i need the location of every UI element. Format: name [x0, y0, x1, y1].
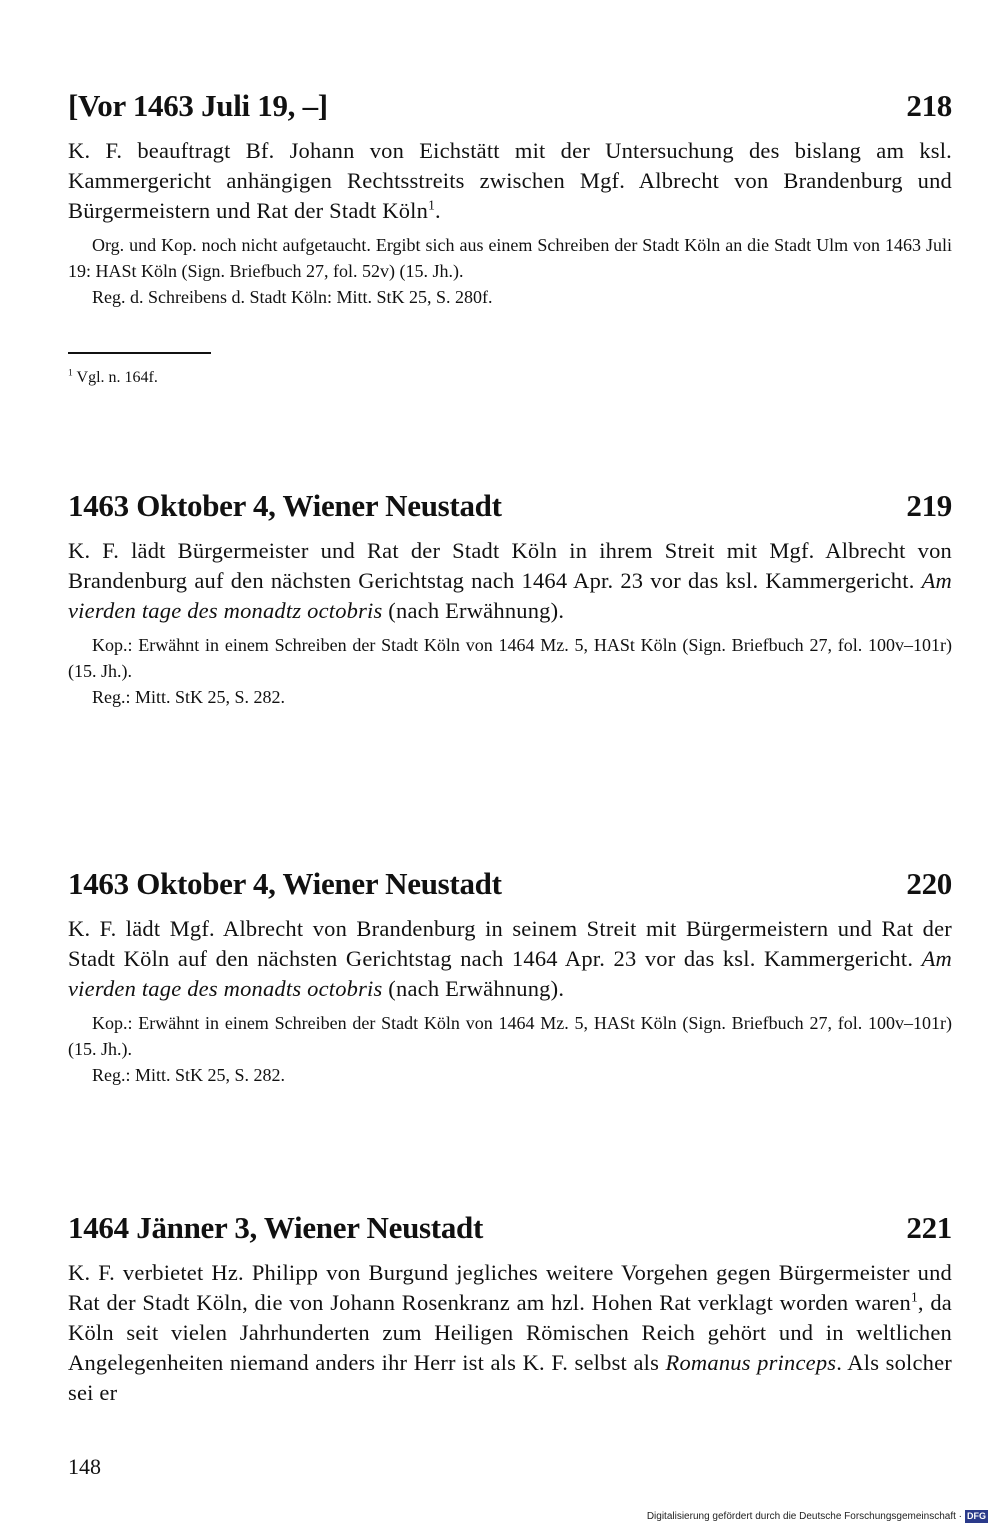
- entry-quote: Am vierden tage des monadtz octobris: [68, 568, 952, 623]
- entry-date: 1464 Jänner 3, Wiener Neustadt: [68, 1210, 483, 1245]
- entry-quote: Am vierden tage des monadts octobris: [68, 946, 952, 1001]
- entry-summary: K. F. lädt Bürgermeister und Rat der Stadt Köln in ihrem Streit mit Mgf. Albrecht von Brandenburg auf den nächsten Gerichtstag nach 1464 Apr. 23 vor das ksl. Kammergericht. Am vierden tage des monadtz octobris (nach Erwähnung).: [68, 538, 952, 623]
- entry-regest: Reg.: Mitt. StK 25, S. 282.: [92, 1065, 286, 1085]
- footnote-text: Vgl. n. 164f.: [76, 369, 158, 386]
- entry-date: 1463 Oktober 4, Wiener Neustadt: [68, 866, 502, 901]
- page-number: 148: [68, 1454, 101, 1479]
- entry-source: Org. und Kop. noch nicht aufgetaucht. Ergibt sich aus einem Schreiben der Stadt Köln an die Stadt Ulm von 1463 Juli 19: HASt Köln (Sign. Briefbuch 27, fol. 52v) (15. Jh.).: [68, 235, 952, 281]
- entry-heading: [68, 866, 952, 902]
- entry-heading: [68, 1210, 952, 1246]
- footnote-reference: 1: [428, 197, 436, 213]
- entry-regest: Reg.: Mitt. StK 25, S. 282.: [92, 687, 286, 707]
- footnote-reference: 1: [910, 1289, 918, 1305]
- entry-quote: Romanus princeps: [665, 1350, 837, 1375]
- footnote-divider: [68, 352, 211, 354]
- entry-number: 221: [906, 1210, 952, 1245]
- entry-number: 219: [906, 488, 952, 523]
- footnote-mark: 1: [68, 367, 73, 379]
- entry-summary: K. F. verbietet Hz. Philipp von Burgund jegliches weitere Vorgehen gegen Bürgermeister und Rat der Stadt Köln, die von Johann Rosenkranz am hzl. Hohen Rat verklagt worden waren$^1$, da Köln seit vielen Jahrhunderten zum Heiligen Römischen Reich gehört und in weltlichen Angelegenheiten niemand anders ihr Herr ist als K. F. selbst als Romanus princeps. Als solcher sei er: [68, 1260, 953, 1405]
- entry-date: 1463 Oktober 4, Wiener Neustadt: [68, 488, 502, 523]
- entry-regest: Reg. d. Schreibens d. Stadt Köln: Mitt. StK 25, S. 280f.: [92, 287, 493, 307]
- entry-summary: K. F. lädt Mgf. Albrecht von Brandenburg in seinem Streit mit Bürgermeistern und Rat der Stadt Köln auf den nächsten Gerichtstag nach 1464 Apr. 23 vor das ksl. Kammergericht. Am vierden tage des monadts octobris (nach Erwähnung).: [68, 916, 952, 1001]
- entry-number: 220: [906, 866, 952, 901]
- entry-221: [68, 1210, 952, 1408]
- entry-220: [68, 866, 952, 1088]
- dfg-logo: DFG: [967, 1511, 986, 1521]
- digitization-credit: [647, 1510, 988, 1523]
- entry-number: 218: [906, 88, 952, 123]
- entry-218: [68, 88, 952, 310]
- entry-heading: [68, 88, 952, 124]
- entry-date: [Vor 1463 Juli 19, –]: [68, 88, 328, 123]
- entry-219: [68, 488, 952, 710]
- footnote: [68, 368, 158, 388]
- entry-source: Kop.: Erwähnt in einem Schreiben der Stadt Köln von 1464 Mz. 5, HASt Köln (Sign. Briefbuch 27, fol. 100v–101r) (15. Jh.).: [68, 635, 952, 681]
- entry-source: Kop.: Erwähnt in einem Schreiben der Stadt Köln von 1464 Mz. 5, HASt Köln (Sign. Briefbuch 27, fol. 100v–101r) (15. Jh.).: [68, 1013, 952, 1059]
- credit-text: Digitalisierung gefördert durch die Deutsche Forschungsgemeinschaft ·: [646, 1511, 962, 1522]
- entry-summary: K. F. beauftragt Bf. Johann von Eichstätt mit der Untersuchung des bislang am ksl. Kammergericht anhängigen Rechtsstreits zwischen Mgf. Albrecht von Brandenburg und Bürgermeistern und Rat der Stadt Köln$^1$.: [68, 138, 952, 223]
- entry-heading: [68, 488, 952, 524]
